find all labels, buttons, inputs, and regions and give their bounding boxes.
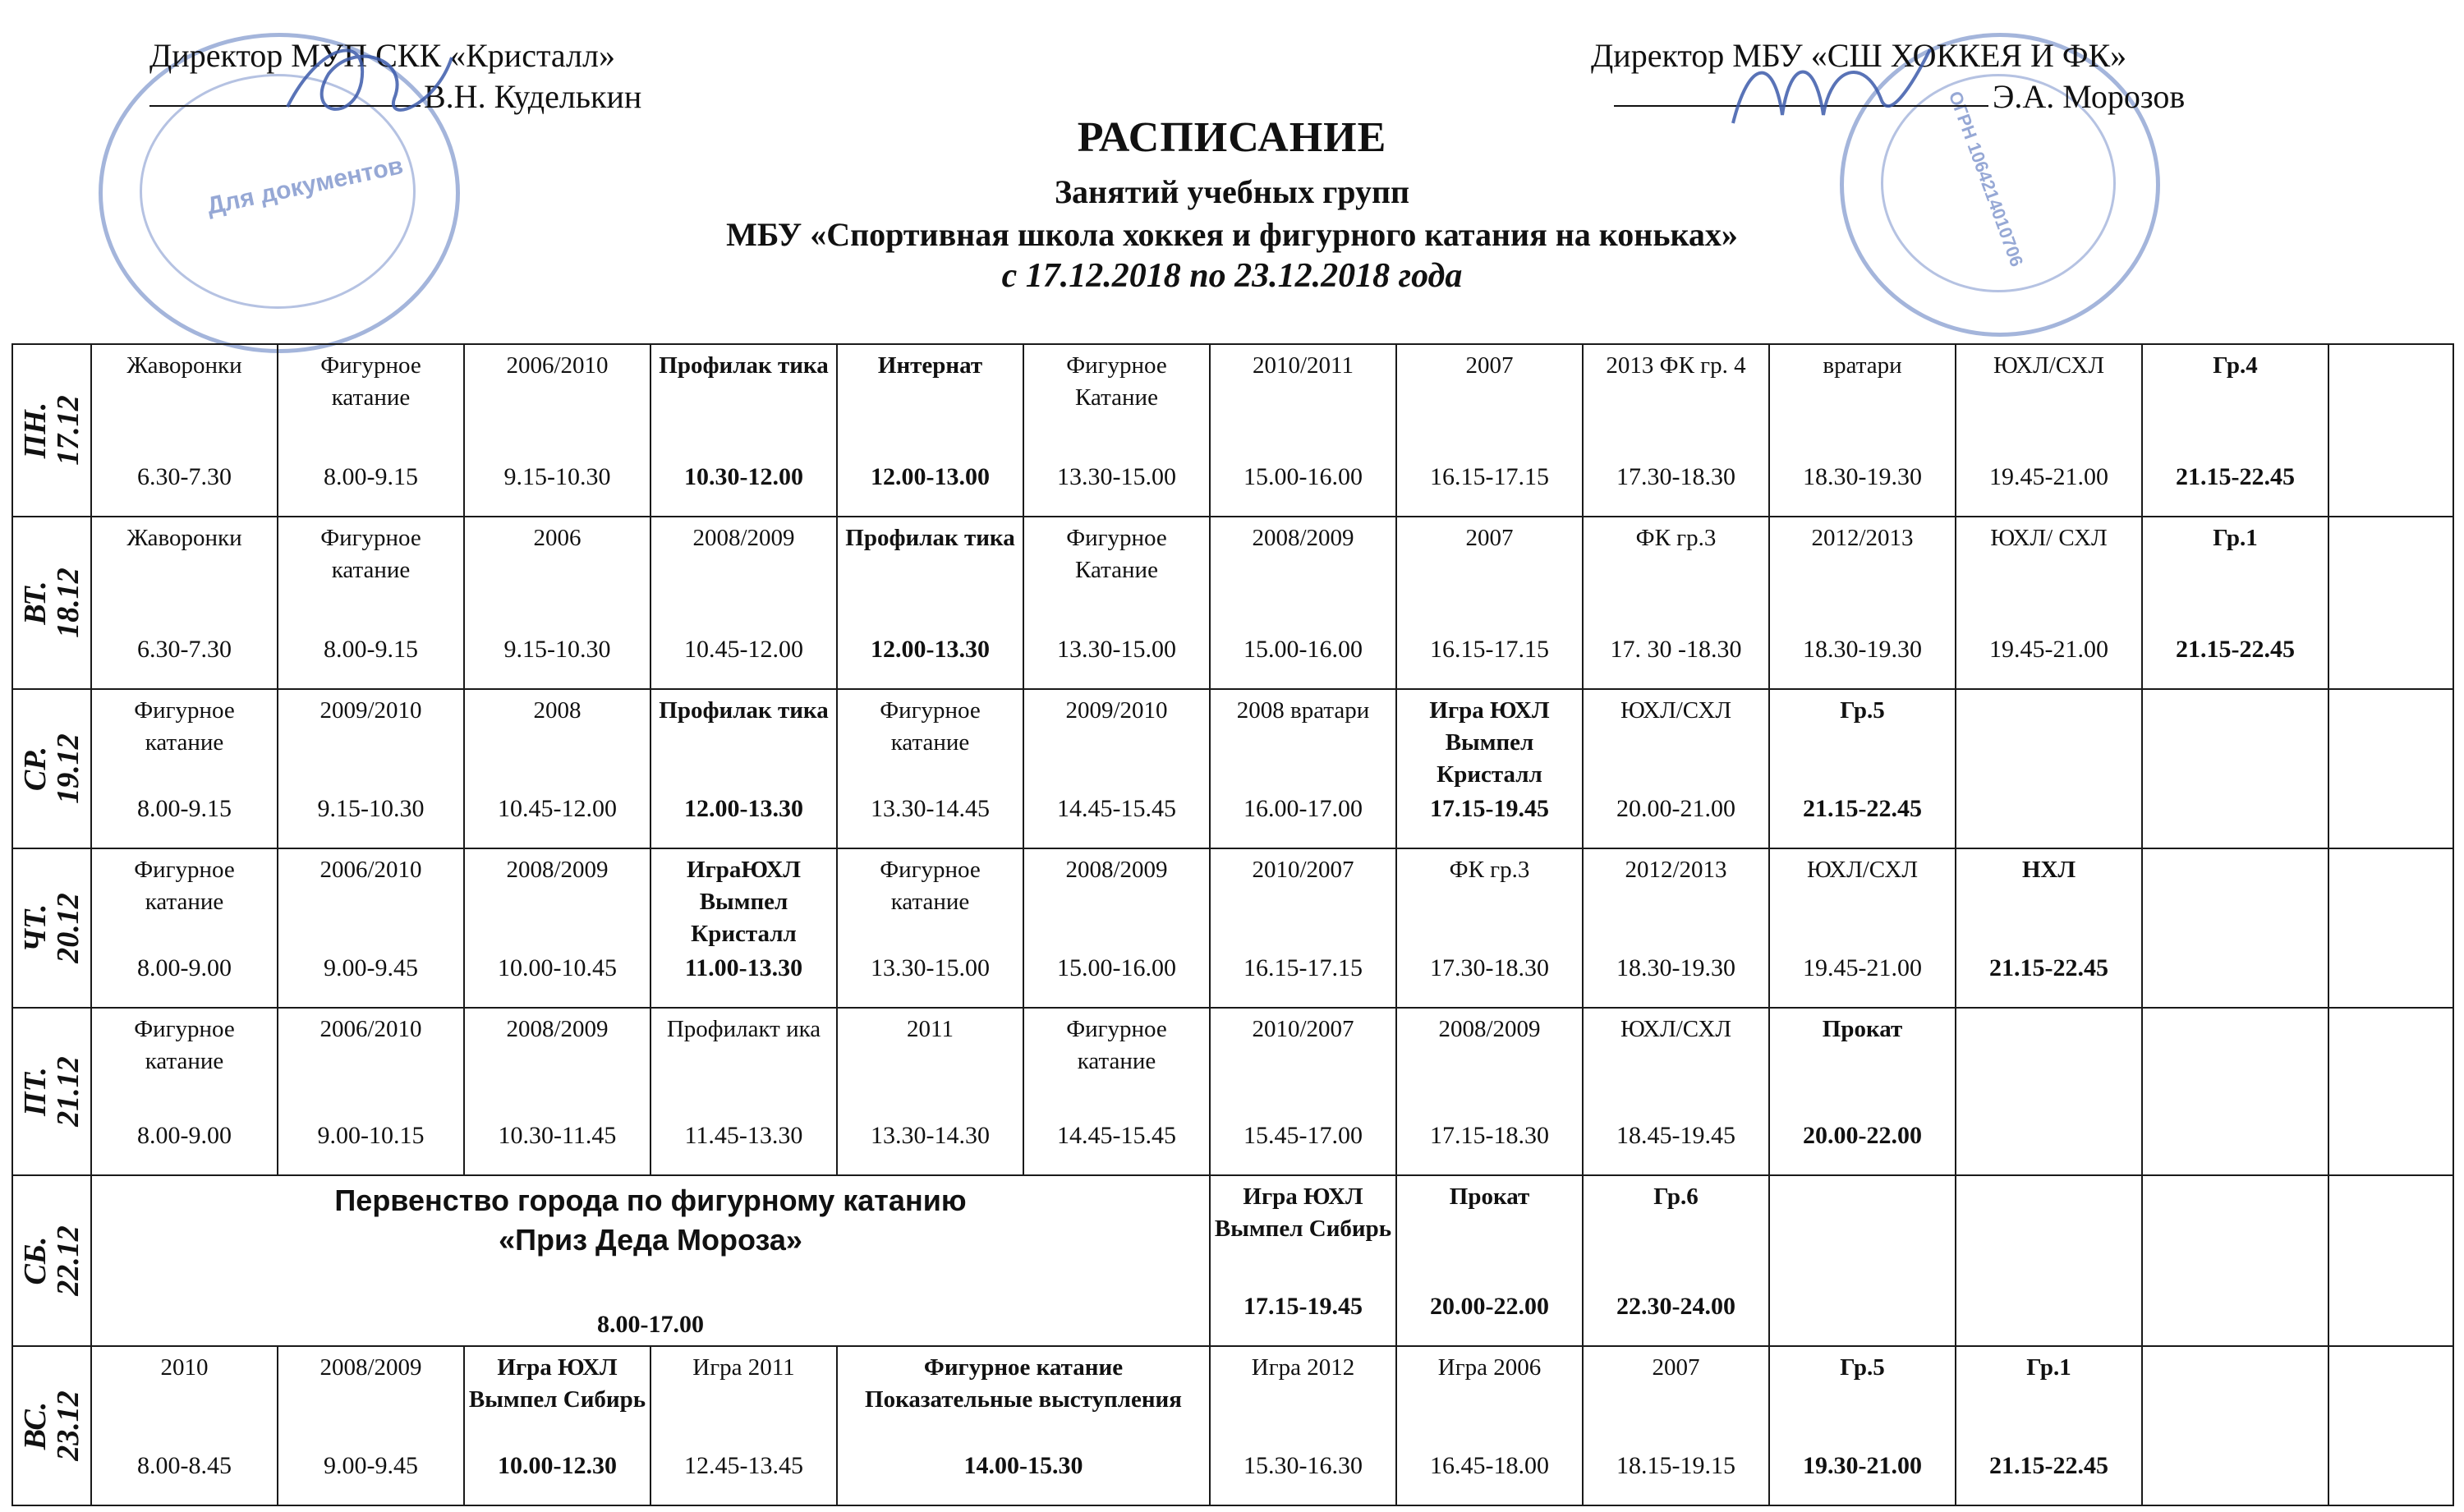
- group-name: Профилак тика: [659, 697, 829, 724]
- schedule-cell: [1210, 344, 1396, 517]
- group-name: 2010/2011: [1253, 352, 1354, 379]
- group-name: 2006/2010: [319, 857, 422, 883]
- time-slot: 21.15-22.45: [1989, 1452, 2108, 1479]
- group-name: Фигурное катание: [134, 1016, 235, 1074]
- group-name: 2008/2009: [506, 857, 609, 883]
- time-slot: 15.30-16.30: [1243, 1452, 1363, 1479]
- day-name: СБ.: [18, 1236, 53, 1285]
- schedule-cell: [1769, 1008, 1956, 1175]
- group-name: 2008/2009: [1438, 1016, 1541, 1042]
- schedule-cell: [2328, 517, 2453, 689]
- schedule-cell: [650, 848, 837, 1008]
- group-name: Прокат: [1449, 1183, 1530, 1210]
- time-slot: 18.30-19.30: [1803, 636, 1922, 663]
- group-name: 2006: [533, 525, 582, 551]
- time-slot: 16.15-17.15: [1430, 463, 1549, 490]
- group-name: Игра 2006: [1437, 1354, 1542, 1381]
- time-slot: 18.45-19.45: [1616, 1122, 1735, 1149]
- schedule-cell: [1023, 689, 1210, 848]
- schedule-cell: [464, 689, 650, 848]
- event-title: Первенство города по фигурному катанию: [334, 1183, 967, 1217]
- schedule-cell: [1769, 344, 1956, 517]
- time-slot: 16.15-17.15: [1243, 954, 1363, 981]
- group-name: ЮХЛ/СХЛ: [1993, 352, 2105, 379]
- day-date: 20.12: [51, 893, 85, 963]
- schedule-cell: [1396, 1175, 1583, 1346]
- group-name: 2008/2009: [692, 525, 795, 551]
- time-slot: 21.15-22.45: [2176, 636, 2295, 663]
- schedule-table: [11, 343, 2454, 1506]
- time-slot: 10.30-12.00: [684, 463, 803, 490]
- group-name: 2007: [1652, 1354, 1700, 1381]
- schedule-cell: [2328, 689, 2453, 848]
- day-date: 23.12: [51, 1390, 85, 1461]
- group-name: Гр.5: [1840, 697, 1885, 724]
- schedule-cell: [1956, 517, 2142, 689]
- time-slot: 13.30-15.00: [1057, 636, 1176, 663]
- schedule-cell: [1396, 517, 1583, 689]
- day-label: [19, 568, 85, 638]
- time-slot: 15.00-16.00: [1243, 636, 1363, 663]
- time-slot: 17.15-19.45: [1430, 795, 1549, 822]
- day-date: 19.12: [51, 733, 85, 804]
- group-name: 2012/2013: [1811, 525, 1914, 551]
- schedule-cell: [2142, 344, 2328, 517]
- group-name: Игра ЮХЛ Вымпел Сибирь: [468, 1354, 646, 1413]
- left-approver-title: Директор МУП СКК «Кристалл»: [149, 37, 615, 74]
- group-name: 2008 вратари: [1236, 697, 1370, 724]
- group-name: 2007: [1465, 525, 1514, 551]
- group-name: 2007: [1465, 352, 1514, 379]
- group-name: Фигурное катание: [134, 697, 235, 756]
- schedule-cell: [2328, 344, 2453, 517]
- schedule-cell: [464, 848, 650, 1008]
- time-slot: 16.15-17.15: [1430, 636, 1549, 663]
- day-name: ЧТ.: [18, 903, 53, 953]
- time-slot: 8.00-8.45: [137, 1452, 232, 1479]
- group-name: 2009/2010: [1065, 697, 1168, 724]
- schedule-row: [12, 1175, 2453, 1346]
- schedule-cell: [278, 689, 464, 848]
- group-name: 2009/2010: [319, 697, 422, 724]
- schedule-cell: [650, 1346, 837, 1505]
- schedule-cell: [2328, 1175, 2453, 1346]
- time-slot: 15.00-16.00: [1243, 463, 1363, 490]
- schedule-cell: [837, 848, 1023, 1008]
- schedule-cell: [91, 517, 278, 689]
- schedule-cell: [650, 344, 837, 517]
- schedule-cell: [91, 689, 278, 848]
- schedule-cell: [1956, 1175, 2142, 1346]
- group-name: Жаворонки: [126, 525, 242, 551]
- time-slot: 8.00-9.15: [137, 795, 232, 822]
- schedule-cell: [464, 1008, 650, 1175]
- day-label-cell: [12, 689, 91, 848]
- group-name: ЮХЛ/ СХЛ: [1990, 525, 2108, 551]
- left-stamp-center-text: Для документов: [205, 152, 406, 220]
- event-subtitle: «Приз Деда Мороза»: [499, 1223, 802, 1257]
- group-name: ЮХЛ/СХЛ: [1620, 697, 1732, 724]
- day-date: 21.12: [51, 1056, 85, 1127]
- schedule-cell: [2142, 1346, 2328, 1505]
- time-slot: 9.15-10.30: [503, 463, 611, 490]
- schedule-cell: [1956, 344, 2142, 517]
- day-date: 17.12: [51, 395, 85, 466]
- document-subtitle-2: МБУ «Спортивная школа хоккея и фигурного катания на коньках»: [726, 216, 1738, 253]
- right-approver-name: Э.А. Морозов: [1993, 78, 2186, 115]
- schedule-cell: [1396, 344, 1583, 517]
- schedule-cell: [650, 517, 837, 689]
- schedule-cell: [464, 344, 650, 517]
- schedule-cell: [464, 1346, 650, 1505]
- time-slot: 17. 30 -18.30: [1610, 636, 1742, 663]
- time-slot: 17.15-18.30: [1430, 1122, 1549, 1149]
- day-label-cell: [12, 1175, 91, 1346]
- right-approver-title: Директор МБУ «СШ ХОККЕЯ И ФК»: [1591, 37, 2127, 74]
- group-name: 2008: [533, 697, 582, 724]
- time-slot: 10.00-12.30: [498, 1452, 617, 1479]
- schedule-cell: [1583, 1175, 1769, 1346]
- time-slot: 16.45-18.00: [1430, 1452, 1549, 1479]
- schedule-cell: [1023, 848, 1210, 1008]
- schedule-row: [12, 1008, 2453, 1175]
- schedule-cell: [2328, 848, 2453, 1008]
- schedule-cell: [91, 1346, 278, 1505]
- schedule-cell: [1396, 848, 1583, 1008]
- time-slot: 17.30-18.30: [1430, 954, 1549, 981]
- group-name: 2008/2009: [506, 1016, 609, 1042]
- time-slot: 18.15-19.15: [1616, 1452, 1735, 1479]
- schedule-cell: [1769, 848, 1956, 1008]
- time-slot: 12.00-13.30: [871, 636, 990, 663]
- group-name: ФК гр.3: [1449, 857, 1530, 883]
- event-cell: [91, 1175, 1210, 1346]
- schedule-cell: [1769, 689, 1956, 848]
- schedule-cell: [837, 1346, 1210, 1505]
- day-label: [19, 1056, 85, 1127]
- group-name: 2012/2013: [1625, 857, 1727, 883]
- schedule-row: [12, 848, 2453, 1008]
- time-slot: 9.15-10.30: [503, 636, 611, 663]
- time-slot: 9.00-9.45: [324, 954, 418, 981]
- time-slot: 15.00-16.00: [1057, 954, 1176, 981]
- group-name: Фигурное катание Показательные выступления: [865, 1354, 1182, 1413]
- schedule-cell: [278, 517, 464, 689]
- time-slot: 19.45-21.00: [1803, 954, 1922, 981]
- group-name: Фигурное Катание: [1066, 525, 1167, 583]
- time-slot: 19.45-21.00: [1989, 463, 2108, 490]
- left-approver-name: В.Н. Куделькин: [424, 78, 642, 115]
- schedule-cell: [1956, 1346, 2142, 1505]
- group-name: 2010/2007: [1252, 1016, 1354, 1042]
- schedule-cell: [1769, 1175, 1956, 1346]
- time-slot: 8.00-9.15: [324, 636, 418, 663]
- group-name: Гр.5: [1840, 1354, 1885, 1381]
- group-name: 2008/2009: [1252, 525, 1354, 551]
- group-name: Фигурное Катание: [1066, 352, 1167, 411]
- group-name: Фигурное катание: [880, 857, 981, 915]
- group-name: Игра ЮХЛ Вымпел Сибирь: [1214, 1183, 1392, 1242]
- schedule-cell: [1210, 848, 1396, 1008]
- time-slot: 17.30-18.30: [1616, 463, 1735, 490]
- time-slot: 8.00-9.00: [137, 1122, 232, 1149]
- schedule-cell: [1023, 1008, 1210, 1175]
- day-date: 18.12: [51, 568, 85, 638]
- time-slot: 19.30-21.00: [1803, 1452, 1922, 1479]
- schedule-cell: [1583, 517, 1769, 689]
- day-label: [19, 733, 85, 804]
- group-name: Гр.1: [2026, 1354, 2071, 1381]
- time-slot: 15.45-17.00: [1243, 1122, 1363, 1149]
- schedule-cell: [650, 1008, 837, 1175]
- schedule-cell: [837, 517, 1023, 689]
- group-name: Интернат: [877, 352, 983, 379]
- time-slot: 13.30-15.00: [871, 954, 990, 981]
- time-slot: 10.00-10.45: [498, 954, 617, 981]
- schedule-row: [12, 517, 2453, 689]
- group-name: ЮХЛ/СХЛ: [1806, 857, 1919, 883]
- day-label-cell: [12, 1008, 91, 1175]
- schedule-cell: [278, 344, 464, 517]
- schedule-cell: [2142, 517, 2328, 689]
- day-label-cell: [12, 848, 91, 1008]
- time-slot: 18.30-19.30: [1616, 954, 1735, 981]
- schedule-cell: [1210, 689, 1396, 848]
- schedule-cell: [1583, 848, 1769, 1008]
- schedule-cell: [1396, 1346, 1583, 1505]
- schedule-cell: [1956, 1008, 2142, 1175]
- schedule-cell: [1583, 689, 1769, 848]
- document-title: РАСПИСАНИЕ: [1077, 114, 1387, 161]
- time-slot: 18.30-19.30: [1803, 463, 1922, 490]
- group-name: Профилак тика: [659, 352, 829, 379]
- day-label-cell: [12, 344, 91, 517]
- time-slot: 21.15-22.45: [2176, 463, 2295, 490]
- group-name: Фигурное катание: [320, 352, 421, 411]
- day-label-cell: [12, 1346, 91, 1505]
- time-slot: 14.45-15.45: [1057, 795, 1176, 822]
- right-stamp-center-text: ОГРН 1064214010706: [1944, 88, 2028, 269]
- group-name: Жаворонки: [126, 352, 242, 379]
- schedule-cell: [1956, 689, 2142, 848]
- time-slot: 22.30-24.00: [1616, 1293, 1735, 1320]
- schedule-cell: [278, 1346, 464, 1505]
- schedule-cell: [91, 1008, 278, 1175]
- schedule-cell: [1583, 1008, 1769, 1175]
- schedule-cell: [2142, 1175, 2328, 1346]
- group-name: Профилак тика: [845, 525, 1015, 551]
- group-name: Игра 2012: [1251, 1354, 1355, 1381]
- schedule-row: [12, 689, 2453, 848]
- schedule-cell: [2328, 1008, 2453, 1175]
- time-slot: 13.30-14.45: [871, 795, 990, 822]
- group-name: 2008/2009: [319, 1354, 422, 1381]
- group-name: Гр.6: [1653, 1183, 1699, 1210]
- document-subtitle-1: Занятий учебных групп: [1054, 173, 1410, 210]
- group-name: 2010/2007: [1252, 857, 1354, 883]
- group-name: вратари: [1823, 352, 1902, 379]
- group-name: Гр.1: [2213, 525, 2258, 551]
- group-name: 2006/2010: [319, 1016, 422, 1042]
- schedule-cell: [1396, 689, 1583, 848]
- schedule-cell: [91, 848, 278, 1008]
- group-name: 2013 ФК гр. 4: [1606, 352, 1746, 379]
- day-label-cell: [12, 517, 91, 689]
- schedule-cell: [1769, 1346, 1956, 1505]
- schedule-cell: [1210, 1346, 1396, 1505]
- day-label: [19, 395, 85, 466]
- schedule-cell: [278, 848, 464, 1008]
- day-label: [19, 893, 85, 963]
- group-name: Прокат: [1822, 1016, 1903, 1042]
- schedule-cell: [650, 689, 837, 848]
- schedule-cell: [837, 1008, 1023, 1175]
- time-slot: 9.15-10.30: [317, 795, 425, 822]
- group-name: Гр.4: [2213, 352, 2258, 379]
- group-name: Фигурное катание: [1066, 1016, 1167, 1074]
- group-name: Фигурное катание: [880, 697, 981, 756]
- day-label: [19, 1390, 85, 1461]
- time-slot: 19.45-21.00: [1989, 636, 2108, 663]
- schedule-cell: [1210, 1008, 1396, 1175]
- time-slot: 10.45-12.00: [684, 636, 803, 663]
- time-slot: 16.00-17.00: [1243, 795, 1363, 822]
- schedule-cell: [1210, 1175, 1396, 1346]
- group-name: НХЛ: [2021, 857, 2076, 883]
- schedule-cell: [1023, 344, 1210, 517]
- time-slot: 11.00-13.30: [684, 954, 803, 981]
- schedule-row: [12, 1346, 2453, 1505]
- time-slot: 21.15-22.45: [1989, 954, 2108, 981]
- time-slot: 21.15-22.45: [1803, 795, 1922, 822]
- day-name: ПТ.: [18, 1067, 53, 1116]
- time-slot: 10.45-12.00: [498, 795, 617, 822]
- time-slot: 6.30-7.30: [137, 636, 232, 663]
- schedule-cell: [91, 344, 278, 517]
- day-name: ВС.: [18, 1401, 53, 1450]
- schedule-row: [12, 344, 2453, 517]
- time-slot: 8.00-9.00: [137, 954, 232, 981]
- schedule-cell: [1583, 1346, 1769, 1505]
- day-date: 22.12: [51, 1225, 85, 1296]
- schedule-cell: [2142, 689, 2328, 848]
- time-slot: 20.00-22.00: [1803, 1122, 1922, 1149]
- day-label: [19, 1225, 85, 1296]
- group-name: ФК гр.3: [1635, 525, 1717, 551]
- time-slot: 10.30-11.45: [498, 1122, 617, 1149]
- schedule-cell: [1769, 517, 1956, 689]
- time-slot: 20.00-22.00: [1430, 1293, 1549, 1320]
- group-name: Фигурное катание: [134, 857, 235, 915]
- time-slot: 12.00-13.00: [871, 463, 990, 490]
- day-name: ПН.: [18, 402, 53, 459]
- group-name: Игра 2011: [692, 1354, 795, 1381]
- time-slot: 8.00-9.15: [324, 463, 418, 490]
- group-name: 2008/2009: [1065, 857, 1168, 883]
- event-time: 8.00-17.00: [597, 1311, 704, 1338]
- schedule-cell: [2142, 848, 2328, 1008]
- group-name: Игра ЮХЛ Вымпел Кристалл: [1429, 697, 1550, 788]
- group-name: Профилакт ика: [666, 1016, 821, 1042]
- day-name: ВТ.: [18, 581, 53, 625]
- schedule-cell: [1023, 517, 1210, 689]
- time-slot: 13.30-15.00: [1057, 463, 1176, 490]
- time-slot: 17.15-19.45: [1243, 1293, 1363, 1320]
- time-slot: 11.45-13.30: [684, 1122, 803, 1149]
- group-name: Фигурное катание: [320, 525, 421, 583]
- schedule-cell: [1210, 517, 1396, 689]
- time-slot: 20.00-21.00: [1616, 795, 1735, 822]
- schedule-cell: [837, 689, 1023, 848]
- time-slot: 6.30-7.30: [137, 463, 232, 490]
- schedule-cell: [837, 344, 1023, 517]
- schedule-cell: [464, 517, 650, 689]
- group-name: 2006/2010: [506, 352, 609, 379]
- schedule-cell: [1583, 344, 1769, 517]
- group-name: ИграЮХЛ Вымпел Кристалл: [687, 857, 801, 947]
- time-slot: 12.45-13.45: [684, 1452, 803, 1479]
- schedule-cell: [2328, 1346, 2453, 1505]
- day-name: СР.: [18, 746, 53, 792]
- schedule-cell: [278, 1008, 464, 1175]
- group-name: ЮХЛ/СХЛ: [1620, 1016, 1732, 1042]
- group-name: 2010: [160, 1354, 209, 1381]
- time-slot: 9.00-10.15: [317, 1122, 425, 1149]
- time-slot: 14.00-15.30: [963, 1452, 1083, 1479]
- schedule-cell: [1956, 848, 2142, 1008]
- group-name: 2011: [907, 1016, 954, 1042]
- time-slot: 9.00-9.45: [324, 1452, 418, 1479]
- document-date-range: с 17.12.2018 по 23.12.2018 года: [1001, 257, 1463, 295]
- schedule-cell: [1396, 1008, 1583, 1175]
- time-slot: 14.45-15.45: [1057, 1122, 1176, 1149]
- schedule-cell: [2142, 1008, 2328, 1175]
- time-slot: 13.30-14.30: [871, 1122, 990, 1149]
- time-slot: 12.00-13.30: [684, 795, 803, 822]
